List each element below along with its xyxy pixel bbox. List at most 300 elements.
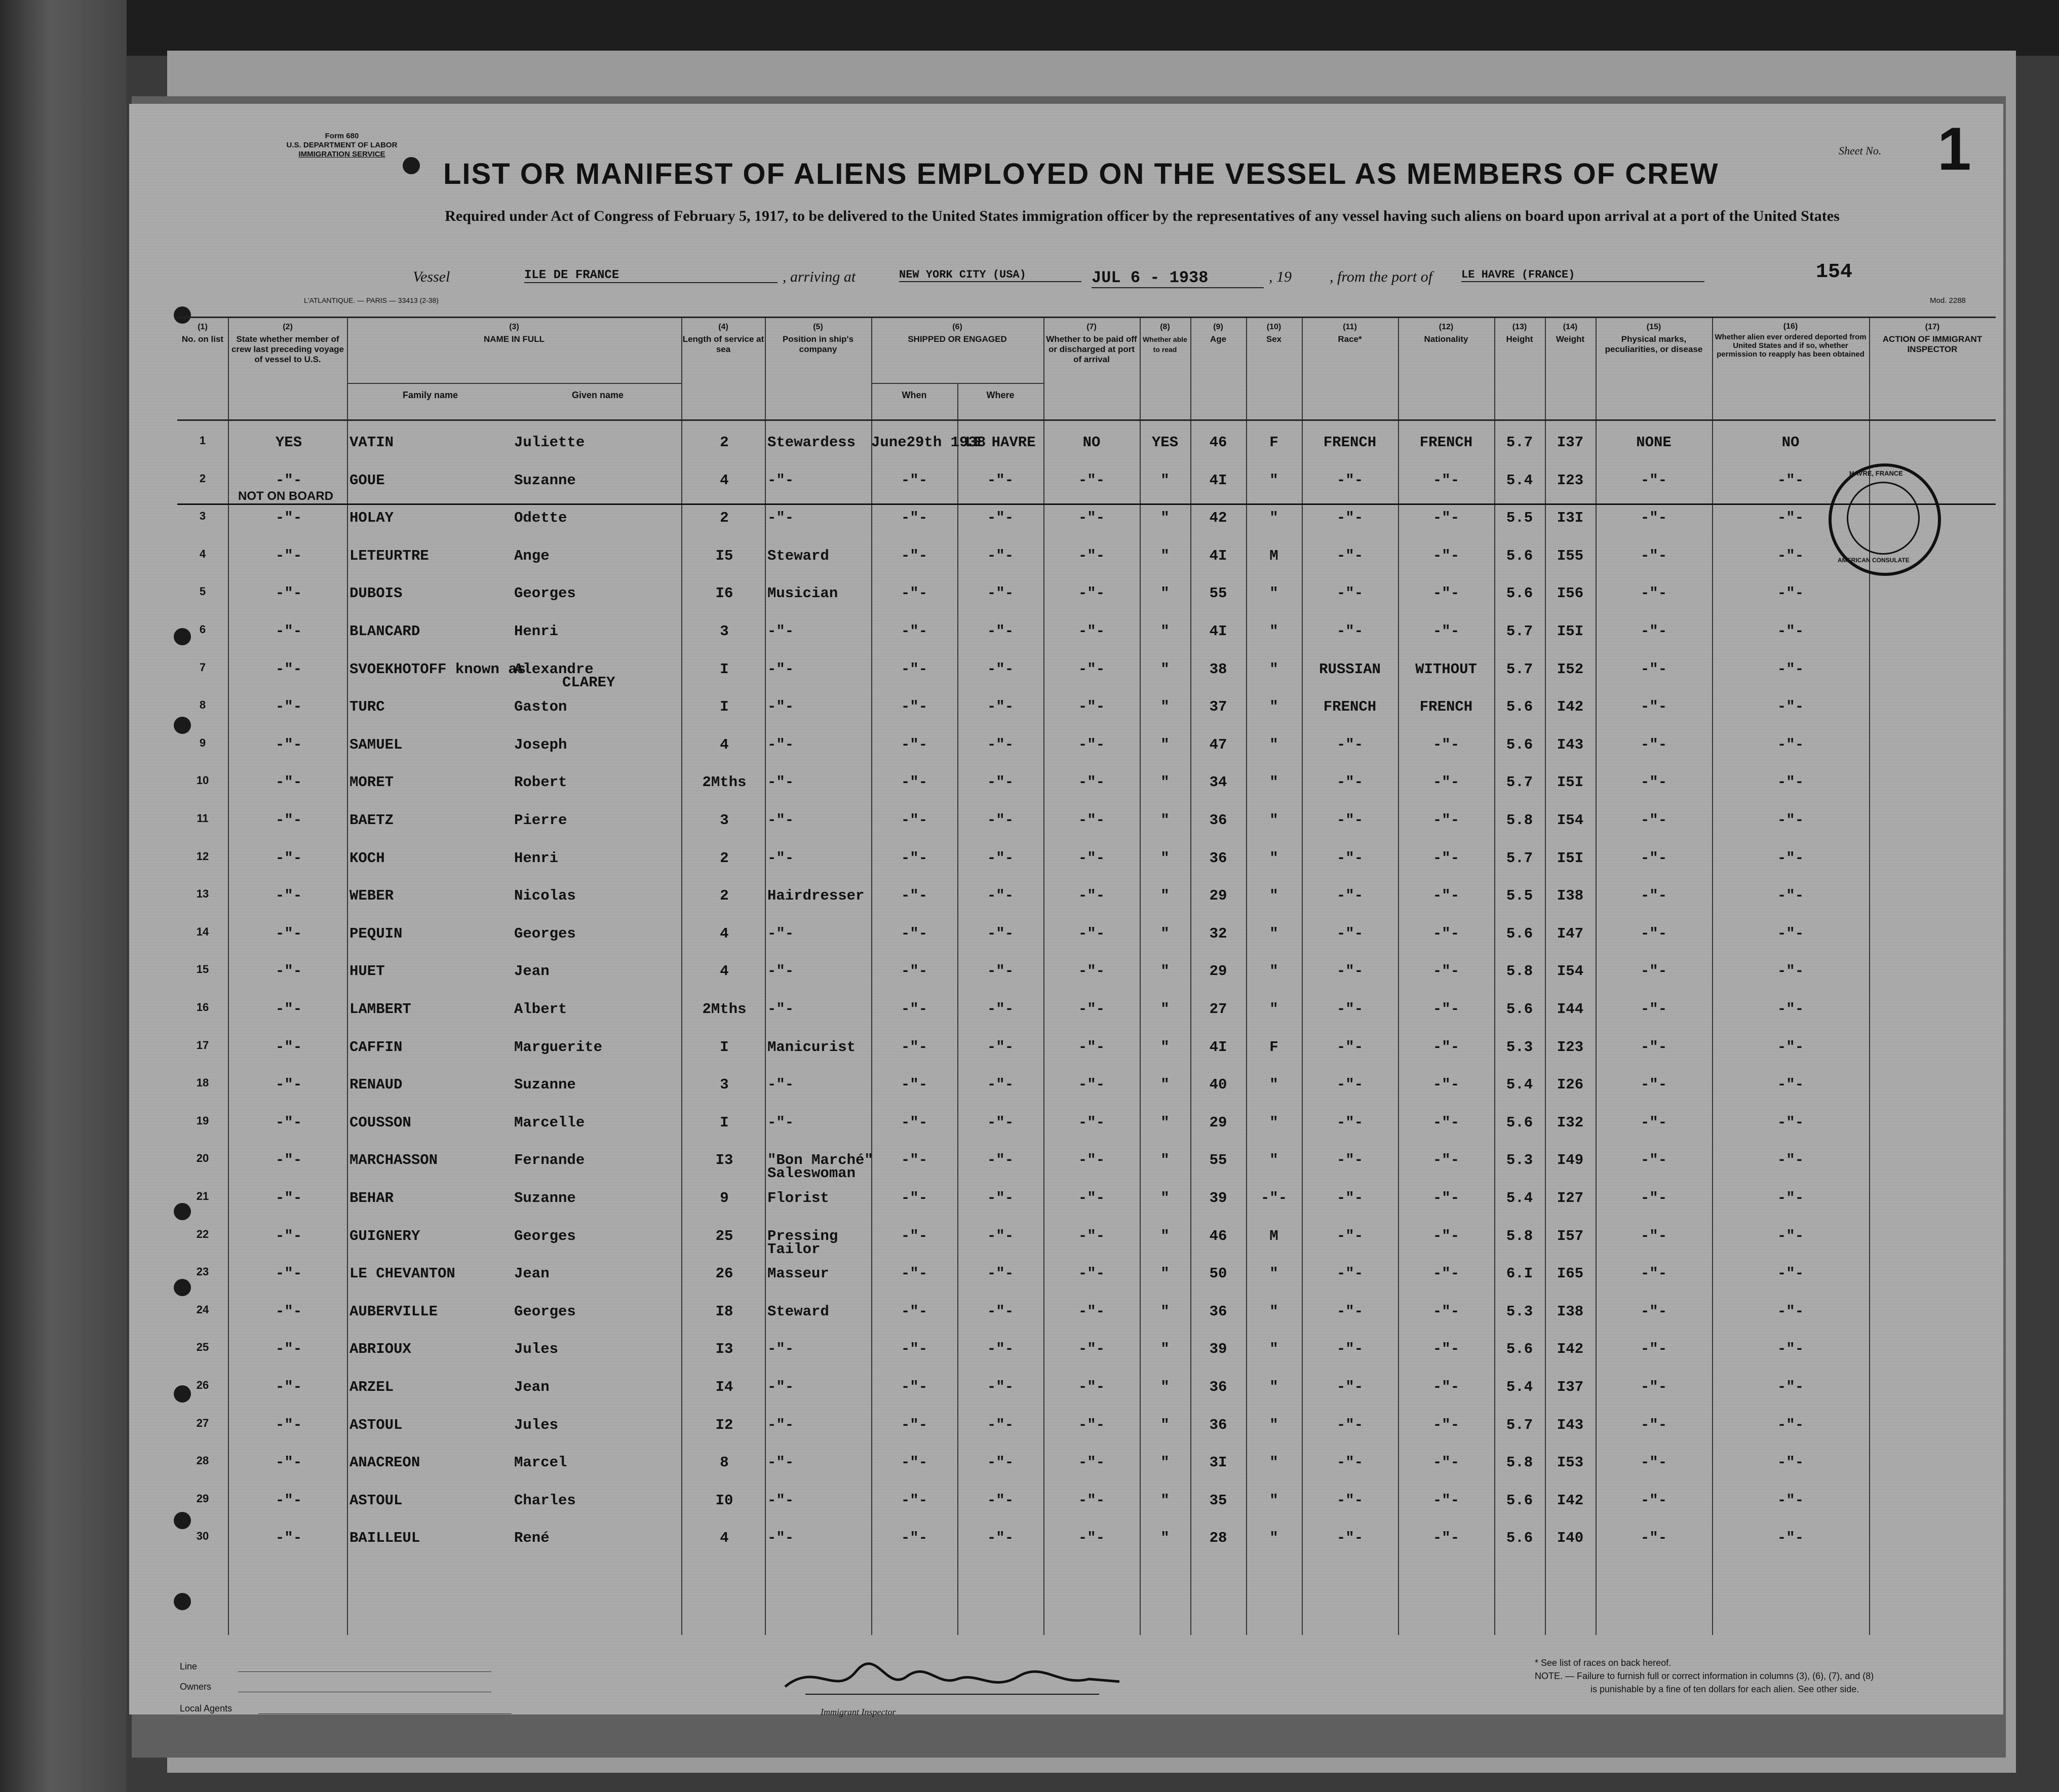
- given-name-cell: Georges: [514, 1227, 576, 1244]
- table-row: [177, 1107, 1996, 1145]
- sex-cell: ": [1269, 1454, 1278, 1471]
- binder-hole-icon: [403, 157, 420, 174]
- vessel-line: [413, 268, 1983, 291]
- weight-cell: I32: [1557, 1114, 1584, 1131]
- age-cell: 36: [1209, 1303, 1227, 1320]
- from-port: LE HAVRE (FRANCE): [1461, 268, 1704, 282]
- service-length-cell: I3: [715, 1341, 733, 1358]
- position-cell: -"-: [767, 510, 794, 527]
- physical-marks-cell: -"-: [1640, 1379, 1667, 1395]
- family-name-cell: BAILLEUL: [349, 1530, 420, 1547]
- stamp-text-bottom: AMERICAN CONSULATE: [1838, 557, 1910, 564]
- consulate-stamp: [1829, 463, 1941, 576]
- table-row: [177, 691, 1996, 729]
- race-cell: -"-: [1336, 887, 1364, 905]
- position-cell: Manicurist: [767, 1038, 856, 1056]
- paid-off-cell: -"-: [1078, 1379, 1105, 1395]
- race-cell: -"-: [1336, 1416, 1364, 1433]
- given-name-cell: Jules: [514, 1341, 559, 1358]
- height-cell: 5.4: [1506, 1190, 1533, 1206]
- row-number-cell: 24: [196, 1303, 209, 1316]
- height-cell: 5.7: [1506, 623, 1533, 640]
- row-number-cell: 19: [196, 1114, 209, 1127]
- line-label: Line: [180, 1661, 198, 1671]
- position-cell-line2: Tailor: [767, 1240, 821, 1258]
- physical-marks-cell: -"-: [1640, 1530, 1667, 1547]
- physical-marks-cell: -"-: [1640, 472, 1667, 489]
- previous-voyage-cell: -"-: [275, 812, 302, 829]
- deportation-status-cell: -"-: [1777, 887, 1804, 905]
- age-cell: 35: [1209, 1492, 1227, 1509]
- given-name-cell: Georges: [514, 585, 576, 602]
- shipped-when-cell: June29th 1938: [871, 434, 986, 451]
- nationality-cell: -"-: [1432, 1227, 1460, 1244]
- family-name-cell: DUBOIS: [349, 585, 403, 602]
- given-name-cell: Charles: [514, 1492, 576, 1509]
- given-name-cell: Georges: [514, 1303, 576, 1320]
- model-number: Mod. 2288: [1930, 296, 1966, 305]
- deportation-status-cell: -"-: [1777, 774, 1804, 791]
- shipped-where-cell: -"-: [987, 849, 1014, 867]
- previous-voyage-cell: -"-: [275, 1076, 302, 1094]
- given-name-cell: Marcelle: [514, 1114, 585, 1131]
- height-cell: 5.3: [1506, 1038, 1533, 1056]
- col-header-length: (4) Length of service at sea: [682, 323, 764, 354]
- service-length-cell: 3: [720, 623, 729, 640]
- table-row: [177, 843, 1996, 880]
- nationality-cell: -"-: [1432, 774, 1460, 791]
- given-name-cell: Gaston: [514, 698, 567, 716]
- shipped-where-cell: -"-: [987, 1265, 1014, 1282]
- previous-voyage-cell: -"-: [275, 1152, 302, 1169]
- service-length-cell: I3: [715, 1152, 733, 1169]
- date-stamp: JUL 6 - 1938: [1092, 268, 1264, 288]
- weight-cell: I53: [1557, 1454, 1584, 1471]
- row-number-cell: 28: [196, 1454, 209, 1467]
- races-note: * See list of races on back hereof.: [1535, 1658, 1672, 1668]
- owners-label: Owners: [180, 1682, 212, 1692]
- paid-off-cell: -"-: [1078, 660, 1105, 678]
- given-name-cell-line2: CLAREY: [562, 674, 615, 691]
- physical-marks-cell: -"-: [1640, 1303, 1667, 1320]
- table-row: [177, 1258, 1996, 1296]
- able-to-read-cell: ": [1160, 1265, 1170, 1282]
- physical-marks-cell: -"-: [1640, 1190, 1667, 1206]
- position-cell: Florist: [767, 1190, 829, 1206]
- row-number-cell: 16: [196, 1001, 209, 1014]
- paid-off-cell: -"-: [1078, 1530, 1105, 1547]
- deportation-status-cell: -"-: [1777, 1492, 1804, 1509]
- paid-off-cell: -"-: [1078, 963, 1105, 980]
- paid-off-cell: -"-: [1078, 925, 1105, 942]
- weight-cell: I43: [1557, 1416, 1584, 1433]
- physical-marks-cell: -"-: [1640, 1114, 1667, 1131]
- physical-marks-cell: -"-: [1640, 1076, 1667, 1094]
- deportation-status-cell: -"-: [1777, 1190, 1804, 1206]
- height-cell: 5.7: [1506, 434, 1533, 451]
- service-length-cell: 8: [720, 1454, 729, 1471]
- printer-imprint: L'ATLANTIQUE. — PARIS — 33413 (2-38): [304, 296, 439, 304]
- able-to-read-cell: ": [1160, 698, 1170, 716]
- table-row: [177, 880, 1996, 918]
- previous-voyage-cell: -"-: [275, 1227, 302, 1244]
- col-header-no: (1) No. on list: [181, 323, 224, 344]
- paid-off-cell: -"-: [1078, 812, 1105, 829]
- nationality-cell: -"-: [1432, 1265, 1460, 1282]
- previous-voyage-cell: -"-: [275, 963, 302, 980]
- age-cell: 40: [1209, 1076, 1227, 1094]
- position-cell: -"-: [767, 736, 794, 753]
- shipped-when-cell: -"-: [901, 547, 928, 564]
- height-cell: 5.4: [1506, 1076, 1533, 1094]
- able-to-read-cell: ": [1160, 585, 1170, 602]
- weight-cell: I52: [1557, 660, 1584, 678]
- stamp-text-top: HAVRE, FRANCE: [1849, 470, 1903, 477]
- sex-cell: ": [1269, 1152, 1278, 1169]
- shipped-where-cell: -"-: [987, 812, 1014, 829]
- age-cell: 39: [1209, 1341, 1227, 1358]
- weight-cell: I65: [1557, 1265, 1584, 1282]
- nationality-cell: FRENCH: [1419, 434, 1473, 451]
- given-name-cell: Henri: [514, 623, 559, 640]
- row-number-cell: 30: [196, 1530, 209, 1543]
- physical-marks-cell: NONE: [1636, 434, 1672, 451]
- shipped-when-cell: -"-: [901, 1530, 928, 1547]
- service-length-cell: 4: [720, 1530, 729, 1547]
- age-cell: 55: [1209, 1152, 1227, 1169]
- weight-cell: I5I: [1557, 774, 1584, 791]
- table-row: [177, 1372, 1996, 1409]
- deportation-status-cell: -"-: [1777, 1530, 1804, 1547]
- able-to-read-cell: ": [1160, 1341, 1170, 1358]
- physical-marks-cell: -"-: [1640, 698, 1667, 716]
- manifest-number: 154: [1816, 261, 1853, 284]
- deportation-status-cell: -"-: [1777, 1341, 1804, 1358]
- vessel-name: ILE DE FRANCE: [524, 268, 778, 283]
- previous-voyage-cell: -"-: [275, 510, 302, 527]
- sex-cell: F: [1269, 434, 1278, 451]
- previous-voyage-cell: -"-: [275, 1416, 302, 1433]
- service-length-cell: 3: [720, 1076, 729, 1094]
- paid-off-cell: -"-: [1078, 1303, 1105, 1320]
- service-length-cell: 2Mths: [702, 774, 747, 791]
- subheader-given-name: Given name: [571, 390, 624, 400]
- service-length-cell: 2: [720, 510, 729, 527]
- previous-voyage-cell: -"-: [275, 1454, 302, 1471]
- position-cell: -"-: [767, 1379, 794, 1395]
- physical-marks-cell: -"-: [1640, 1341, 1667, 1358]
- position-cell: Stewardess: [767, 434, 856, 451]
- age-cell: 29: [1209, 963, 1227, 980]
- table-row: [177, 1485, 1996, 1523]
- nationality-cell: -"-: [1432, 1530, 1460, 1547]
- service-length-cell: 2Mths: [702, 1001, 747, 1018]
- race-cell: -"-: [1336, 1190, 1364, 1206]
- height-cell: 5.7: [1506, 1416, 1533, 1433]
- row-number-cell: 22: [196, 1227, 209, 1240]
- able-to-read-cell: ": [1160, 774, 1170, 791]
- family-name-cell: ASTOUL: [349, 1416, 403, 1433]
- race-cell: -"-: [1336, 1114, 1364, 1131]
- form-number: Form 680: [325, 132, 359, 140]
- row-number-cell: 6: [199, 623, 206, 636]
- table-row: [177, 767, 1996, 804]
- age-cell: 50: [1209, 1265, 1227, 1282]
- shipped-where-cell: -"-: [987, 963, 1014, 980]
- previous-voyage-cell: -"-: [275, 736, 302, 753]
- row-number-cell: 27: [196, 1416, 209, 1429]
- shipped-where-cell: -"-: [987, 472, 1014, 489]
- nationality-cell: -"-: [1432, 963, 1460, 980]
- able-to-read-cell: ": [1160, 736, 1170, 753]
- family-name-cell: BAETZ: [349, 812, 394, 829]
- shipped-when-cell: -"-: [901, 849, 928, 867]
- weight-cell: I44: [1557, 1001, 1584, 1018]
- shipped-where-cell: -"-: [987, 1190, 1014, 1206]
- row-number-cell: 26: [196, 1379, 209, 1391]
- inspector-signature: [775, 1656, 1130, 1702]
- weight-cell: I40: [1557, 1530, 1584, 1547]
- col-header-read: (8) Whether able to read: [1143, 323, 1187, 354]
- shipped-where-cell: -"-: [987, 623, 1014, 640]
- col-header-paid-off: (7) Whether to be paid off or discharged at port of arrival: [1046, 323, 1137, 364]
- family-name-cell: ANACREON: [349, 1454, 420, 1471]
- family-name-cell: TURC: [349, 698, 385, 716]
- weight-cell: I47: [1557, 925, 1584, 942]
- paid-off-cell: -"-: [1078, 1492, 1105, 1509]
- physical-marks-cell: -"-: [1640, 812, 1667, 829]
- shipped-when-cell: -"-: [901, 1227, 928, 1244]
- table-row: [177, 1032, 1996, 1069]
- able-to-read-cell: ": [1160, 660, 1170, 678]
- height-cell: 5.3: [1506, 1152, 1533, 1169]
- position-cell-line2: Saleswoman: [767, 1165, 856, 1182]
- family-name-cell: ASTOUL: [349, 1492, 403, 1509]
- able-to-read-cell: ": [1160, 1227, 1170, 1244]
- weight-cell: I23: [1557, 472, 1584, 489]
- row-number-cell: 14: [196, 925, 209, 938]
- subheader-when: When: [902, 390, 927, 400]
- weight-cell: I57: [1557, 1227, 1584, 1244]
- position-cell: Masseur: [767, 1265, 829, 1282]
- shipped-where-cell: -"-: [987, 887, 1014, 905]
- given-name-cell: Jean: [514, 1265, 550, 1282]
- position-cell: -"-: [767, 698, 794, 716]
- height-cell: 5.8: [1506, 1227, 1533, 1244]
- shipped-where-cell: -"-: [987, 1038, 1014, 1056]
- given-name-cell: Fernande: [514, 1152, 585, 1169]
- service-length-cell: I: [720, 1038, 729, 1056]
- previous-voyage-cell: -"-: [275, 774, 302, 791]
- age-cell: 38: [1209, 660, 1227, 678]
- line-underline: [238, 1671, 491, 1672]
- table-row: [177, 1069, 1996, 1107]
- paid-off-cell: -"-: [1078, 1190, 1105, 1206]
- weight-cell: I23: [1557, 1038, 1584, 1056]
- height-cell: 5.6: [1506, 1492, 1533, 1509]
- shipped-where-cell: -"-: [987, 547, 1014, 564]
- race-cell: -"-: [1336, 1454, 1364, 1471]
- race-cell: -"-: [1336, 736, 1364, 753]
- shipped-where-cell: -"-: [987, 660, 1014, 678]
- height-cell: 5.6: [1506, 925, 1533, 942]
- nationality-cell: -"-: [1432, 925, 1460, 942]
- given-name-cell: Pierre: [514, 812, 567, 829]
- shipped-subheader-rule: [871, 383, 1043, 384]
- table-row: [177, 1334, 1996, 1371]
- shipped-where-cell: -"-: [987, 1001, 1014, 1018]
- table-row: [177, 1145, 1996, 1182]
- physical-marks-cell: -"-: [1640, 510, 1667, 527]
- able-to-read-cell: ": [1160, 1038, 1170, 1056]
- paid-off-cell: -"-: [1078, 1076, 1105, 1094]
- given-name-cell: Suzanne: [514, 472, 576, 489]
- physical-marks-cell: -"-: [1640, 1001, 1667, 1018]
- nationality-cell: WITHOUT: [1415, 660, 1477, 678]
- height-cell: 5.8: [1506, 1454, 1533, 1471]
- family-name-cell: HOLAY: [349, 510, 394, 527]
- height-cell: 5.6: [1506, 698, 1533, 716]
- row-number-cell: 18: [196, 1076, 209, 1089]
- paid-off-cell: -"-: [1078, 1001, 1105, 1018]
- shipped-when-cell: -"-: [901, 623, 928, 640]
- age-cell: 46: [1209, 1227, 1227, 1244]
- height-cell: 5.4: [1506, 1379, 1533, 1395]
- weight-cell: I56: [1557, 585, 1584, 602]
- scan-border-top: [127, 0, 2059, 56]
- able-to-read-cell: ": [1160, 1416, 1170, 1433]
- col-header-height: (13) Height: [1506, 323, 1533, 344]
- race-cell: -"-: [1336, 1265, 1364, 1282]
- table-row: [177, 918, 1996, 956]
- race-cell: FRENCH: [1323, 434, 1377, 451]
- height-cell: 5.7: [1506, 660, 1533, 678]
- deportation-status-cell: -"-: [1777, 472, 1804, 489]
- race-cell: -"-: [1336, 1530, 1364, 1547]
- sex-cell: ": [1269, 1114, 1278, 1131]
- family-name-cell: GUIGNERY: [349, 1227, 420, 1244]
- height-cell: 5.6: [1506, 1530, 1533, 1547]
- family-name-cell: BLANCARD: [349, 623, 420, 640]
- previous-voyage-cell: -"-: [275, 660, 302, 678]
- age-cell: 36: [1209, 812, 1227, 829]
- nationality-cell: -"-: [1432, 472, 1460, 489]
- weight-cell: I43: [1557, 736, 1584, 753]
- previous-voyage-cell: -"-: [275, 547, 302, 564]
- previous-voyage-cell: -"-: [275, 585, 302, 602]
- service-length-cell: 2: [720, 434, 729, 451]
- age-cell: 34: [1209, 774, 1227, 791]
- family-name-cell: MARCHASSON: [349, 1152, 438, 1169]
- row-number-cell: 8: [199, 698, 206, 712]
- row-number-cell: 29: [196, 1492, 209, 1505]
- row-number-cell: 2: [199, 472, 206, 485]
- weight-cell: I5I: [1557, 623, 1584, 640]
- paid-off-cell: -"-: [1078, 1341, 1105, 1358]
- deportation-status-cell: -"-: [1777, 963, 1804, 980]
- shipped-when-cell: -"-: [901, 698, 928, 716]
- height-cell: 5.6: [1506, 547, 1533, 564]
- physical-marks-cell: -"-: [1640, 585, 1667, 602]
- sex-cell: ": [1269, 812, 1278, 829]
- shipped-where-cell: -"-: [987, 698, 1014, 716]
- position-cell: -"-: [767, 660, 794, 678]
- table-row: [177, 956, 1996, 993]
- given-name-cell: Odette: [514, 510, 567, 527]
- service-length-cell: 2: [720, 849, 729, 867]
- service-length-cell: I4: [715, 1379, 733, 1395]
- able-to-read-cell: ": [1160, 1492, 1170, 1509]
- nationality-cell: -"-: [1432, 1190, 1460, 1206]
- strikethrough-line: [177, 503, 1996, 505]
- paid-off-cell: -"-: [1078, 736, 1105, 753]
- position-cell: -"-: [767, 1076, 794, 1094]
- weight-cell: I38: [1557, 1303, 1584, 1320]
- race-cell: -"-: [1336, 623, 1364, 640]
- given-name-cell: Marcel: [514, 1454, 567, 1471]
- row-number-cell: 17: [196, 1038, 209, 1051]
- shipped-where-cell: -"-: [987, 1303, 1014, 1320]
- shipped-where-cell: -"-: [987, 1416, 1014, 1433]
- table-row: [177, 994, 1996, 1031]
- race-cell: -"-: [1336, 1492, 1364, 1509]
- previous-voyage-cell: -"-: [275, 925, 302, 942]
- shipped-when-cell: -"-: [901, 736, 928, 753]
- paid-off-cell: -"-: [1078, 547, 1105, 564]
- sex-cell: ": [1269, 1492, 1278, 1509]
- physical-marks-cell: -"-: [1640, 849, 1667, 867]
- height-cell: 5.4: [1506, 472, 1533, 489]
- sex-cell: ": [1269, 1341, 1278, 1358]
- weight-cell: I3I: [1557, 510, 1584, 527]
- age-cell: 32: [1209, 925, 1227, 942]
- col-header-physical-marks: (15) Physical marks, peculiarities, or disease: [1605, 323, 1703, 354]
- shipped-when-cell: -"-: [901, 660, 928, 678]
- deportation-status-cell: -"-: [1777, 585, 1804, 602]
- nationality-cell: -"-: [1432, 1001, 1460, 1018]
- table-row: [177, 616, 1996, 653]
- physical-marks-cell: -"-: [1640, 1038, 1667, 1056]
- able-to-read-cell: ": [1160, 472, 1170, 489]
- sex-cell: ": [1269, 1076, 1278, 1094]
- family-name-cell: SAMUEL: [349, 736, 403, 753]
- physical-marks-cell: -"-: [1640, 1152, 1667, 1169]
- position-cell: "Bon Marché": [767, 1152, 873, 1169]
- table-row: [177, 729, 1996, 767]
- able-to-read-cell: ": [1160, 1303, 1170, 1320]
- paid-off-cell: -"-: [1078, 1454, 1105, 1471]
- paid-off-cell: -"-: [1078, 510, 1105, 527]
- col-header-sex: (10) Sex: [1266, 323, 1282, 344]
- table-row: [177, 1523, 1996, 1560]
- sex-cell: ": [1269, 963, 1278, 980]
- table-row: [177, 489, 1996, 540]
- previous-voyage-cell: -"-: [275, 1190, 302, 1206]
- able-to-read-cell: ": [1160, 1190, 1170, 1206]
- race-cell: -"-: [1336, 1001, 1364, 1018]
- previous-voyage-cell: -"-: [275, 1303, 302, 1320]
- height-cell: 5.6: [1506, 736, 1533, 753]
- service-length-cell: 9: [720, 1190, 729, 1206]
- service-length-cell: I5: [715, 547, 733, 564]
- able-to-read-cell: ": [1160, 925, 1170, 942]
- col-header-weight: (14) Weight: [1556, 323, 1585, 344]
- header-divider: [177, 419, 1996, 421]
- position-cell: -"-: [767, 774, 794, 791]
- row-number-cell: 11: [197, 812, 209, 825]
- nationality-cell: -"-: [1432, 1303, 1460, 1320]
- age-cell: 55: [1209, 585, 1227, 602]
